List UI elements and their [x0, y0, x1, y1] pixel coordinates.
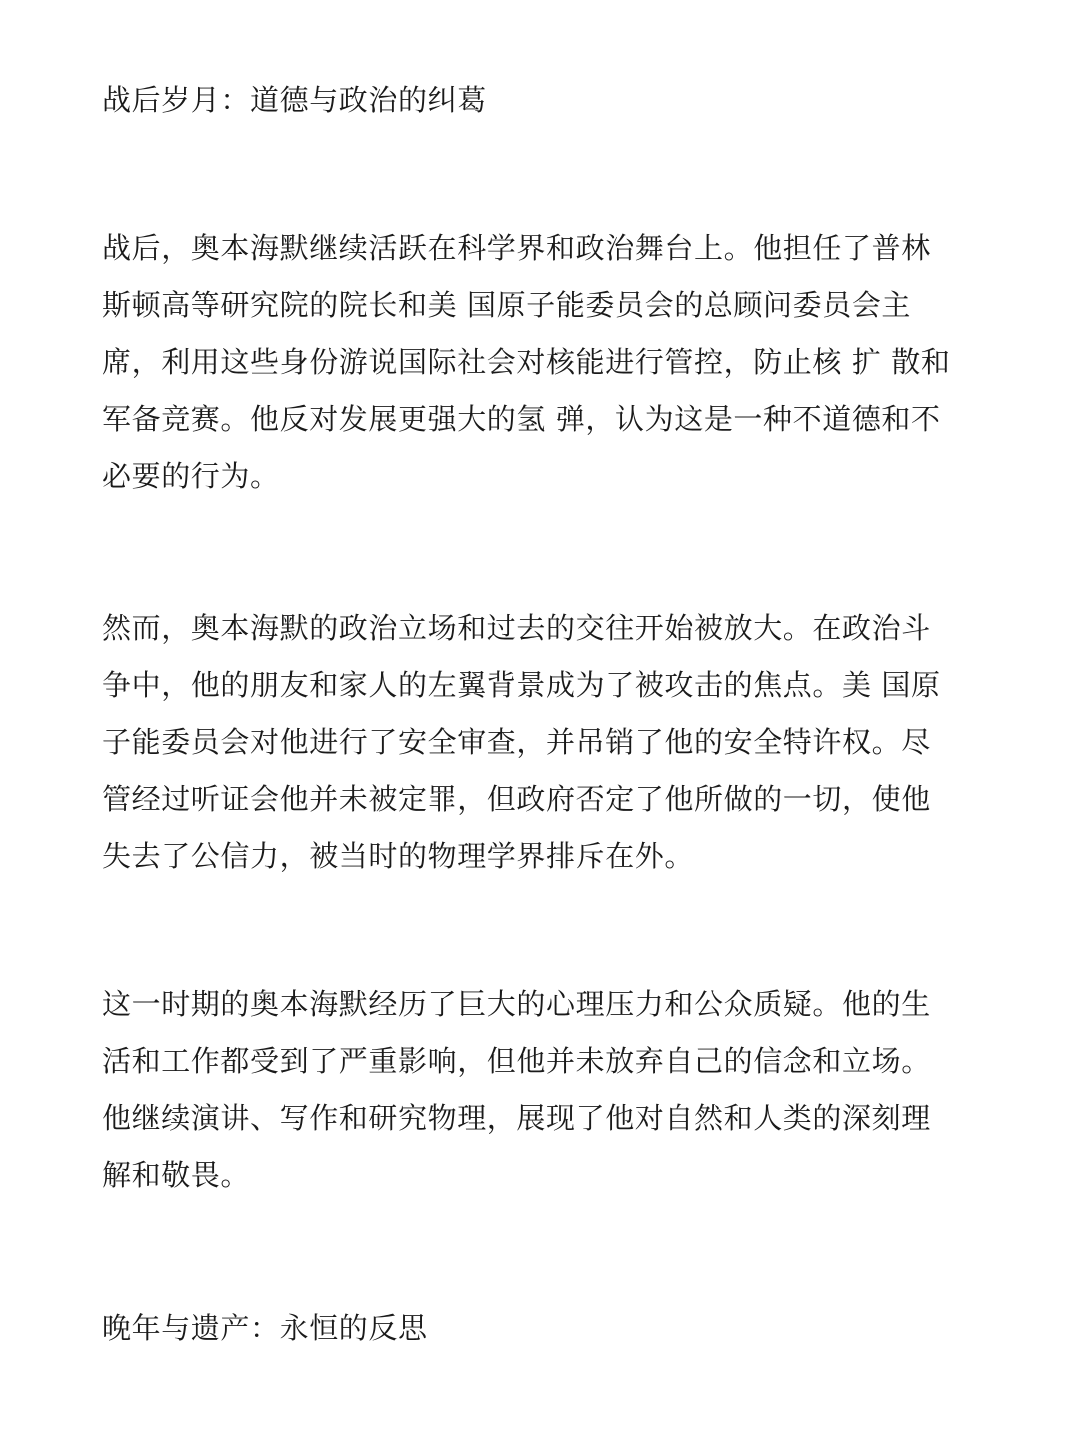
- text-line: 军备竞赛。他反对发展更强大的氢 弹，认为这是一种不道德和不: [102, 402, 941, 436]
- section-heading-later-years: [102, 1300, 982, 1357]
- text-line: 失去了公信力，被当时的物理学界排斥在外。: [102, 839, 695, 873]
- paragraph-security-review: [102, 600, 982, 885]
- text-line: 必要的行为。: [102, 459, 280, 493]
- paragraph-postwar-activity: [102, 220, 982, 505]
- text-line: 解和敬畏。: [102, 1158, 251, 1192]
- text-line: 席，利用这些身份游说国际社会对核能进行管控，防止核 扩 散和: [102, 345, 951, 379]
- text-line: 活和工作都受到了严重影响，但他并未放弃自己的信念和立场。: [102, 1044, 931, 1078]
- text-line: 斯顿高等研究院的院长和美 国原子能委员会的总顾问委员会主: [102, 288, 912, 322]
- text-line: 管经过听证会他并未被定罪，但政府否定了他所做的一切，使他: [102, 782, 931, 816]
- text-line: 战后，奥本海默继续活跃在科学界和政治舞台上。他担任了普林: [102, 231, 931, 265]
- text-line: 他继续演讲、写作和研究物理，展现了他对自然和人类的深刻理: [102, 1101, 931, 1135]
- text-line: 然而，奥本海默的政治立场和过去的交往开始被放大。在政治斗: [102, 611, 931, 645]
- text-line: 争中，他的朋友和家人的左翼背景成为了被攻击的焦点。美 国原: [102, 668, 941, 702]
- text-line: 这一时期的奥本海默经历了巨大的心理压力和公众质疑。他的生: [102, 987, 931, 1021]
- section-heading-postwar: [102, 72, 982, 129]
- text-line: 子能委员会对他进行了安全审查，并吊销了他的安全特许权。尽: [102, 725, 931, 759]
- paragraph-psychological-pressure: [102, 976, 982, 1204]
- heading-text: 晚年与遗产：永恒的反思: [102, 1311, 428, 1345]
- heading-text: 战后岁月：道德与政治的纠葛: [102, 83, 487, 117]
